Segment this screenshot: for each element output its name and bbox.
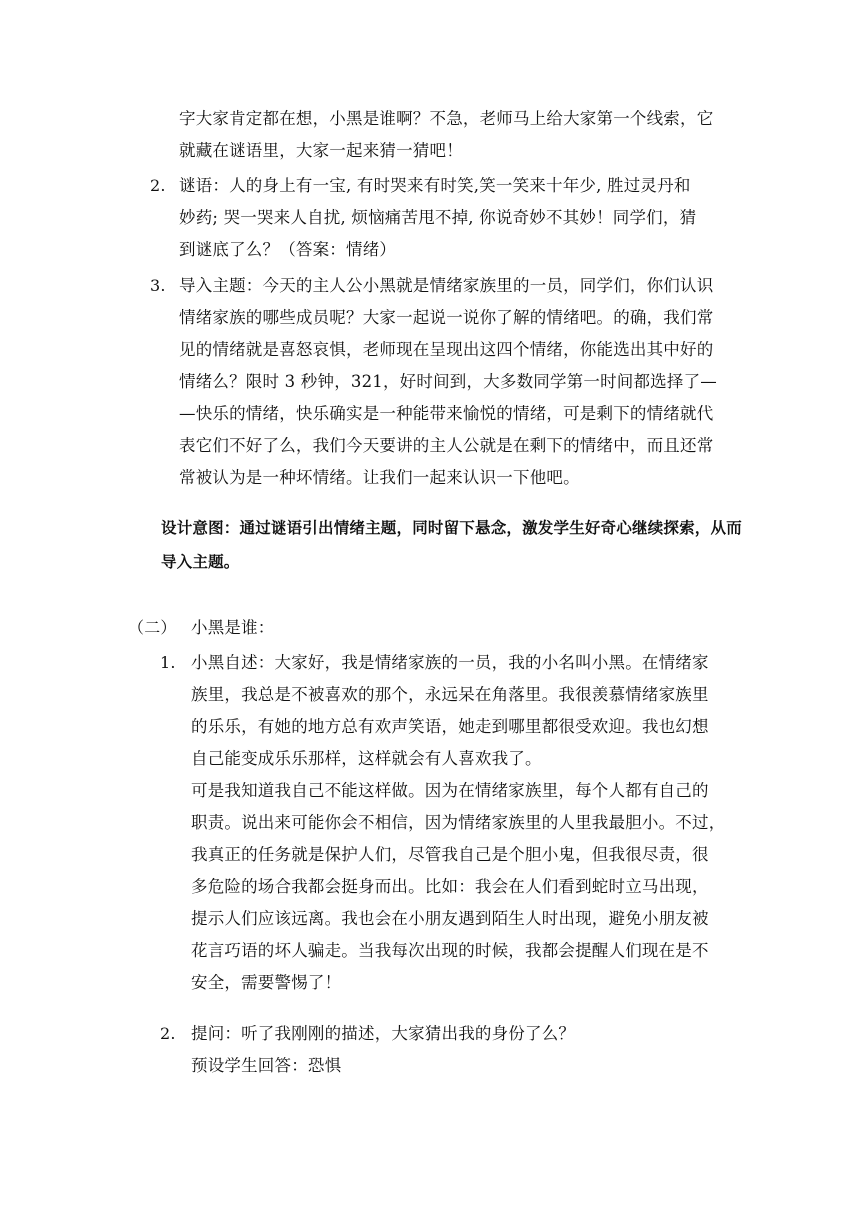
text-line: 字大家肯定都在想，小黑是谁啊？不急，老师马上给大家第一个线索，它	[179, 109, 714, 128]
text-line: —快乐的情绪，快乐确实是一种能带来愉悦的情绪，可是剩下的情绪就代	[179, 404, 714, 423]
intro-continuation	[179, 103, 713, 167]
text-line: 多危险的场合我都会挺身而出。比如：我会在人们看到蛇时立马出现，	[191, 877, 709, 896]
text-line: 情绪么？限时 3 秒钟，321，好时间到，大多数同学第一时间都选择了—	[179, 372, 717, 391]
text-line: 谜语：人的身上有一宝, 有时哭来有时笑,笑一笑来十年少, 胜过灵丹和	[179, 176, 691, 195]
text-line: 自己能变成乐乐那样，这样就会有人喜欢我了。	[191, 749, 542, 768]
text-line: 提示人们应该远离。我也会在小朋友遇到陌生人时出现，避免小朋友被	[191, 909, 709, 928]
text-line: 花言巧语的坏人骗走。当我每次出现的时候，我都会提醒人们现在是不	[191, 941, 709, 960]
text-line: 设计意图：通过谜语引出情绪主题，同时留下悬念，激发学生好奇心继续探索，从而	[161, 519, 742, 537]
text-line: 小黑自述：大家好，我是情绪家族的一员，我的小名叫小黑。在情绪家	[191, 653, 709, 672]
item-number: 1.	[160, 653, 176, 672]
item-number: 3.	[150, 276, 166, 295]
section-number: （二）	[128, 618, 177, 637]
item-number: 2.	[150, 176, 166, 195]
text-line: 我真正的任务就是保护人们，尽管我自己是个胆小鬼，但我很尽责，很	[191, 845, 709, 864]
text-line: 妙药; 哭一哭来人自扰, 烦恼痛苦甩不掉, 你说奇妙不其妙！同学们，猜	[179, 208, 697, 227]
text-line: 常被认为是一种坏情绪。让我们一起来认识一下他吧。	[179, 468, 580, 487]
text-line: 安全，需要警惕了！	[191, 973, 342, 992]
item-number: 2.	[160, 1024, 176, 1043]
text-line: 预设学生回答：恐惧	[191, 1056, 342, 1075]
text-line: 导入主题：今天的主人公小黑就是情绪家族里的一员，同学们，你们认识	[179, 276, 714, 295]
text-line: 的乐乐，有她的地方总有欢声笑语，她走到哪里都很受欢迎。我也幻想	[191, 717, 709, 736]
text-line: 情绪家族的哪些成员呢？大家一起说一说你了解的情绪吧。的确，我们常	[179, 308, 714, 327]
section-title: 小黑是谁：	[191, 618, 275, 637]
text-line: 可是我知道我自己不能这样做。因为在情绪家族里，每个人都有自己的	[191, 781, 709, 800]
design-intent	[161, 511, 742, 579]
text-line: 见的情绪就是喜怒哀惧，老师现在呈现出这四个情绪，你能选出其中好的	[179, 340, 714, 359]
text-line: 提问：听了我刚刚的描述，大家猜出我的身份了么？	[191, 1024, 576, 1043]
text-line: 族里，我总是不被喜欢的那个，永远呆在角落里。我很羡慕情绪家族里	[191, 685, 709, 704]
text-line: 到谜底了么？（答案：情绪）	[179, 240, 397, 259]
text-line: 职责。说出来可能你会不相信，因为情绪家族里的人里我最胆小。不过，	[191, 813, 726, 832]
text-line: 就藏在谜语里，大家一起来猜一猜吧！	[179, 141, 463, 160]
text-line: 表它们不好了么，我们今天要讲的主人公就是在剩下的情绪中，而且还常	[179, 436, 714, 455]
text-line: 导入主题。	[161, 553, 240, 571]
